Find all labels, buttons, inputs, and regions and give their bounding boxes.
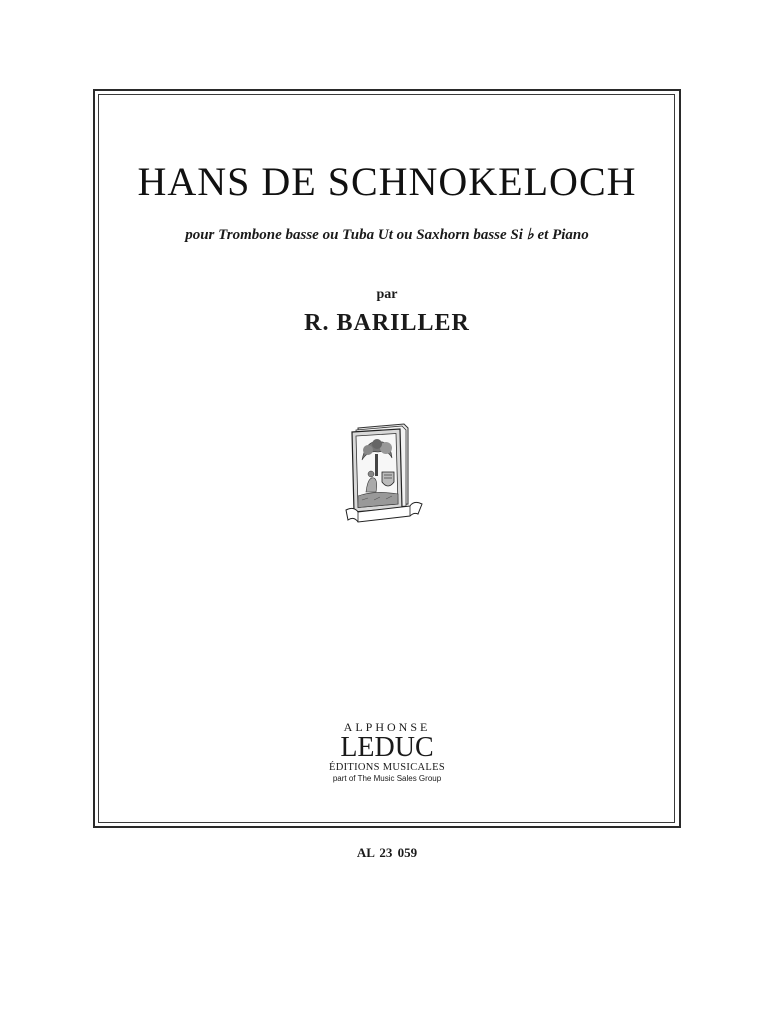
publisher-line-alphonse: ALPHONSE	[343, 720, 431, 734]
publisher-line-editions: ÉDITIONS MUSICALES	[329, 762, 445, 773]
composer-name: R. BARILLER	[304, 310, 470, 336]
by-label: par	[376, 287, 398, 302]
publisher-logo	[93, 720, 681, 784]
publisher-line-group: part of The Music Sales Group	[332, 774, 442, 783]
publisher-book-emblem-icon	[344, 420, 424, 528]
instrumentation-subtitle: pour Trombone basse ou Tuba Ut ou Saxhorn basse Si ♭ et Piano	[185, 227, 589, 243]
work-title: HANS DE SCHNOKELOCH	[137, 159, 637, 204]
publisher-line-leduc: LEDUC	[340, 732, 434, 763]
catalog-number: AL 23 059	[356, 845, 418, 860]
